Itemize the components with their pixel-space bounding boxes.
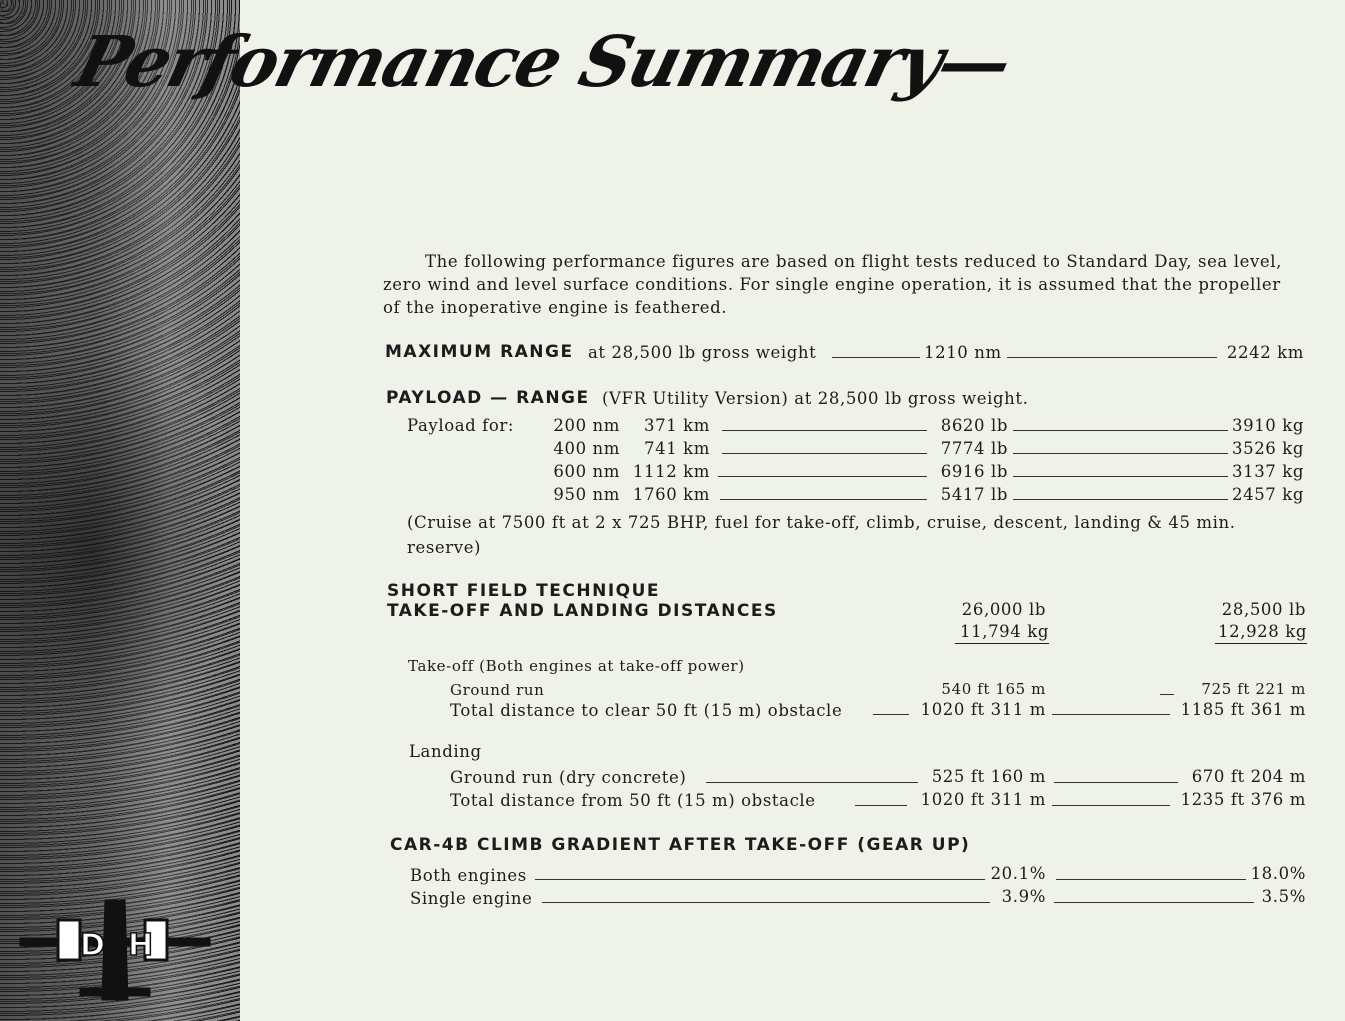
leader-line (542, 902, 990, 903)
takeoff-value-b: 725 ft 221 m (1201, 680, 1306, 698)
leader-line (722, 453, 927, 454)
svg-text:H: H (128, 928, 154, 963)
climb-value-b: 18.0% (1250, 864, 1306, 883)
takeoff-label: Take-off (Both engines at take-off power) (408, 657, 745, 675)
aircraft-emblem-icon (10, 880, 220, 1010)
landing-value-a: 1020 ft 311 m (920, 790, 1046, 809)
landing-row-label: Total distance from 50 ft (15 m) obstacle (450, 791, 816, 810)
payload-range-heading: PAYLOAD — RANGE (386, 388, 590, 408)
payload-km: 371 km (644, 416, 710, 435)
payload-km: 1760 km (632, 485, 710, 504)
leader-line (535, 879, 985, 880)
max-range-heading: MAXIMUM RANGE (385, 342, 574, 362)
takeoff-row-label: Ground run (450, 681, 545, 699)
weight-2-lb: 28,500 lb (1221, 600, 1306, 619)
panel-shadow (0, 340, 230, 760)
takeoff-value-b: 1185 ft 361 m (1180, 700, 1306, 719)
max-range-km: 2242 km (1226, 343, 1304, 362)
payload-lb: 8620 lb (940, 416, 1008, 435)
max-range-desc: at 28,500 lb gross weight (588, 343, 817, 362)
leader-line (720, 499, 927, 500)
climb-heading: CAR-4B CLIMB GRADIENT AFTER TAKE-OFF (GEAR UP) (390, 835, 971, 855)
landing-row-label: Ground run (dry concrete) (450, 768, 687, 787)
leader-line (1013, 453, 1228, 454)
intro-line-2: zero wind and level surface conditions. For single engine operation, it is assumed that the propeller (383, 275, 1281, 294)
weight-2-kg: 12,928 kg (1215, 622, 1307, 644)
payload-kg: 3137 kg (1232, 462, 1304, 481)
landing-value-a: 525 ft 160 m (931, 767, 1046, 786)
payload-kg: 3910 kg (1232, 416, 1304, 435)
climb-row-label: Single engine (410, 889, 533, 908)
payload-nm: 950 nm (553, 485, 620, 504)
intro-line-3: of the inoperative engine is feathered. (383, 298, 728, 317)
leader-line (1007, 357, 1217, 358)
leader-line (1013, 499, 1228, 500)
payload-kg: 3526 kg (1232, 439, 1304, 458)
climb-row-label: Both engines (410, 866, 527, 885)
max-range-nm: 1210 nm (924, 343, 1002, 362)
takeoff-value-a: 540 ft 165 m (941, 680, 1046, 698)
takeoff-value-a: 1020 ft 311 m (920, 700, 1046, 719)
page-title: Performance Summary— (67, 20, 1019, 103)
cruise-note-1: (Cruise at 7500 ft at 2 x 725 BHP, fuel for take-off, climb, cruise, descent, landing & 45 min. (407, 513, 1236, 532)
payload-km: 741 km (644, 439, 710, 458)
short-field-heading: SHORT FIELD TECHNIQUE (387, 581, 661, 601)
leader-line (1013, 430, 1228, 431)
payload-lb: 6916 lb (940, 462, 1008, 481)
payload-kg: 2457 kg (1232, 485, 1304, 504)
landing-value-b: 1235 ft 376 m (1180, 790, 1306, 809)
payload-nm: 200 nm (553, 416, 620, 435)
landing-label: Landing (409, 742, 482, 761)
payload-nm: 400 nm (553, 439, 620, 458)
intro-line-1: The following performance figures are based on flight tests reduced to Standard Day, sea level, (425, 252, 1282, 271)
payload-range-desc: (VFR Utility Version) at 28,500 lb gross weight. (602, 389, 1029, 408)
leader-line (1013, 476, 1228, 477)
leader-line (1056, 879, 1246, 880)
climb-value-a: 20.1% (990, 864, 1046, 883)
takeoff-row-label: Total distance to clear 50 ft (15 m) obstacle (450, 701, 843, 720)
weight-1-kg: 11,794 kg (955, 622, 1049, 644)
landing-value-b: 670 ft 204 m (1191, 767, 1306, 786)
speckled-side-panel (0, 0, 240, 1021)
svg-text:D: D (80, 928, 105, 963)
leader-line (718, 476, 927, 477)
distances-heading: TAKE-OFF AND LANDING DISTANCES (387, 601, 778, 621)
payload-label: Payload for: (407, 416, 515, 435)
leader-line (832, 357, 920, 358)
cruise-note-2: reserve) (407, 538, 482, 557)
weight-1-lb: 26,000 lb (961, 600, 1046, 619)
climb-value-b: 3.5% (1261, 887, 1306, 906)
payload-km: 1112 km (632, 462, 710, 481)
leader-line (722, 430, 927, 431)
payload-nm: 600 nm (553, 462, 620, 481)
payload-lb: 7774 lb (940, 439, 1008, 458)
climb-value-a: 3.9% (1001, 887, 1046, 906)
payload-lb: 5417 lb (940, 485, 1008, 504)
